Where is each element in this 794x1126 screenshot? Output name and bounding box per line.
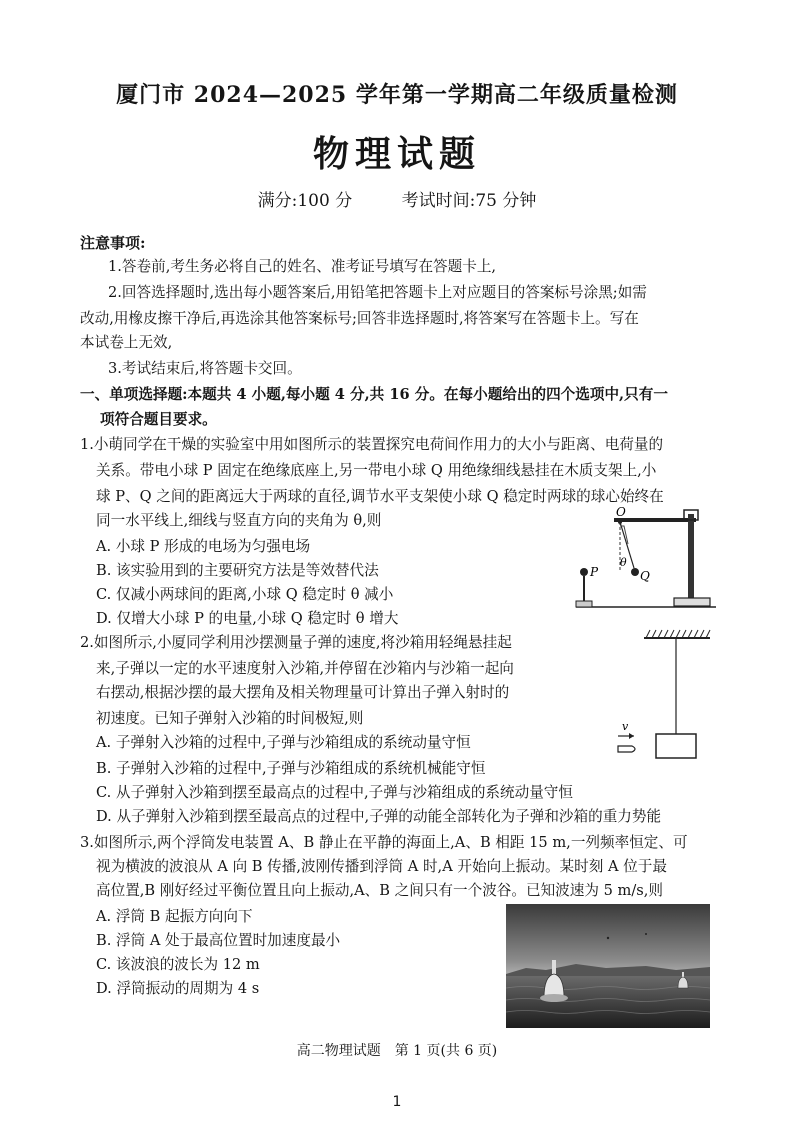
label-theta: θ (620, 556, 627, 569)
bullet (618, 746, 635, 752)
label-q: Q (640, 569, 650, 583)
question-stem: 视为横波的波浪从 A 向 B 传播,波刚传播到浮筒 A 时,A 开始向上振动。某时刻 A 位于最 (96, 858, 667, 875)
ball-p (580, 568, 588, 576)
label-v: v (622, 720, 629, 733)
question-stem: 球 P、Q 之间的距离远大于两球的直径,调节水平支架使小球 Q 稳定时两球的球心始终在 (96, 488, 664, 505)
sand-box (656, 734, 696, 758)
note-line: 改动,用橡皮擦干净后,再选涂其他答案标号;回答非选择题时,将答案写在答题卡上。写在 (80, 310, 639, 327)
label-p: P (590, 565, 599, 579)
note-line: 2.回答选择题时,选出每小题答案后,用铅笔把答题卡上对应题目的答案标号涂黑;如需 (108, 284, 647, 301)
option-d: D. 仅增大小球 P 的电量,小球 Q 稳定时 θ 增大 (96, 610, 399, 627)
option-a: A. 子弹射入沙箱的过程中,子弹与沙箱组成的系统动量守恒 (96, 734, 471, 751)
page-footer: 高二物理试题 第 1 页(共 6 页) (296, 1043, 498, 1059)
question-stem: 高位置,B 刚好经过平衡位置且向上振动,A、B 之间只有一个波谷。已知波速为 5 m/s,则 (96, 882, 663, 899)
question-stem: 来,子弹以一定的水平速度射入沙箱,并停留在沙箱内与沙箱一起向 (96, 660, 514, 677)
ball-q (631, 568, 639, 576)
question-stem: 右摆动,根据沙摆的最大摆角及相关物理量可计算出子弹入射时的 (96, 684, 510, 701)
exam-title: 厦门市 2024—2025 学年第一学期高二年级质量检测 (116, 82, 678, 108)
post-base (674, 598, 710, 606)
option-a: A. 浮筒 B 起振方向向下 (96, 908, 253, 925)
question-stem: 关系。带电小球 P 固定在绝缘底座上,另一带电小球 Q 用绝缘细线悬挂在木质支架上,小 (96, 462, 657, 479)
section-heading: 一、单项选择题:本题共 4 小题,每小题 4 分,共 16 分。在每小题给出的四个选项中,只有一 (80, 386, 668, 403)
figure-sand-pendulum (612, 626, 712, 766)
option-d: D. 从子弹射入沙箱到摆至最高点的过程中,子弹的动能全部转化为子弹和沙箱的重力势能 (96, 808, 662, 825)
option-c: C. 该波浪的波长为 12 m (96, 956, 260, 973)
exam-time: 考试时间:75 分钟 (401, 191, 537, 211)
option-b: B. 浮筒 A 处于最高位置时加速度最小 (96, 932, 341, 949)
section-heading: 项符合题目要求。 (100, 411, 217, 428)
label-o: O (616, 505, 626, 519)
option-a: A. 小球 P 形成的电场为匀强电场 (96, 538, 311, 555)
score-line (0, 186, 794, 211)
full-score: 满分:100 分 (257, 191, 353, 211)
question-stem: 2.如图所示,小厦同学利用沙摆测量子弹的速度,将沙箱用轻绳悬挂起 (80, 634, 512, 651)
note-line: 3.考试结束后,将答题卡交回。 (108, 360, 302, 377)
subject-title: 物理试题 (312, 133, 481, 175)
option-c: C. 从子弹射入沙箱到摆至最高点的过程中,子弹与沙箱组成的系统动量守恒 (96, 784, 573, 801)
question-stem: 同一水平线上,细线与竖直方向的夹角为 θ,则 (96, 512, 382, 529)
option-c: C. 仅减小两球间的距离,小球 Q 稳定时 θ 减小 (96, 586, 394, 603)
option-b: B. 子弹射入沙箱的过程中,子弹与沙箱组成的系统机械能守恒 (96, 760, 486, 777)
support-post (688, 514, 694, 600)
option-b: B. 该实验用到的主要研究方法是等效替代法 (96, 562, 379, 579)
question-stem: 初速度。已知子弹射入沙箱的时间极短,则 (96, 710, 364, 727)
question-stem: 3.如图所示,两个浮筒发电装置 A、B 静止在平静的海面上,A、B 相距 15 m,一列频率恒定、可 (80, 834, 688, 851)
notes-heading: 注意事项: (80, 234, 146, 252)
note-line: 1.答卷前,考生务必将自己的姓名、准考证号填写在答题卡上, (108, 258, 497, 275)
figure-coulomb-apparatus (570, 504, 720, 616)
buoy-photo (506, 904, 710, 1028)
question-stem: 1.小萌同学在干燥的实验室中用如图所示的装置探究电荷间作用力的大小与距离、电荷量的 (80, 436, 664, 453)
option-d: D. 浮筒振动的周期为 4 s (96, 980, 260, 997)
page-number: 1 (392, 1094, 402, 1110)
note-line: 本试卷上无效, (80, 334, 173, 351)
